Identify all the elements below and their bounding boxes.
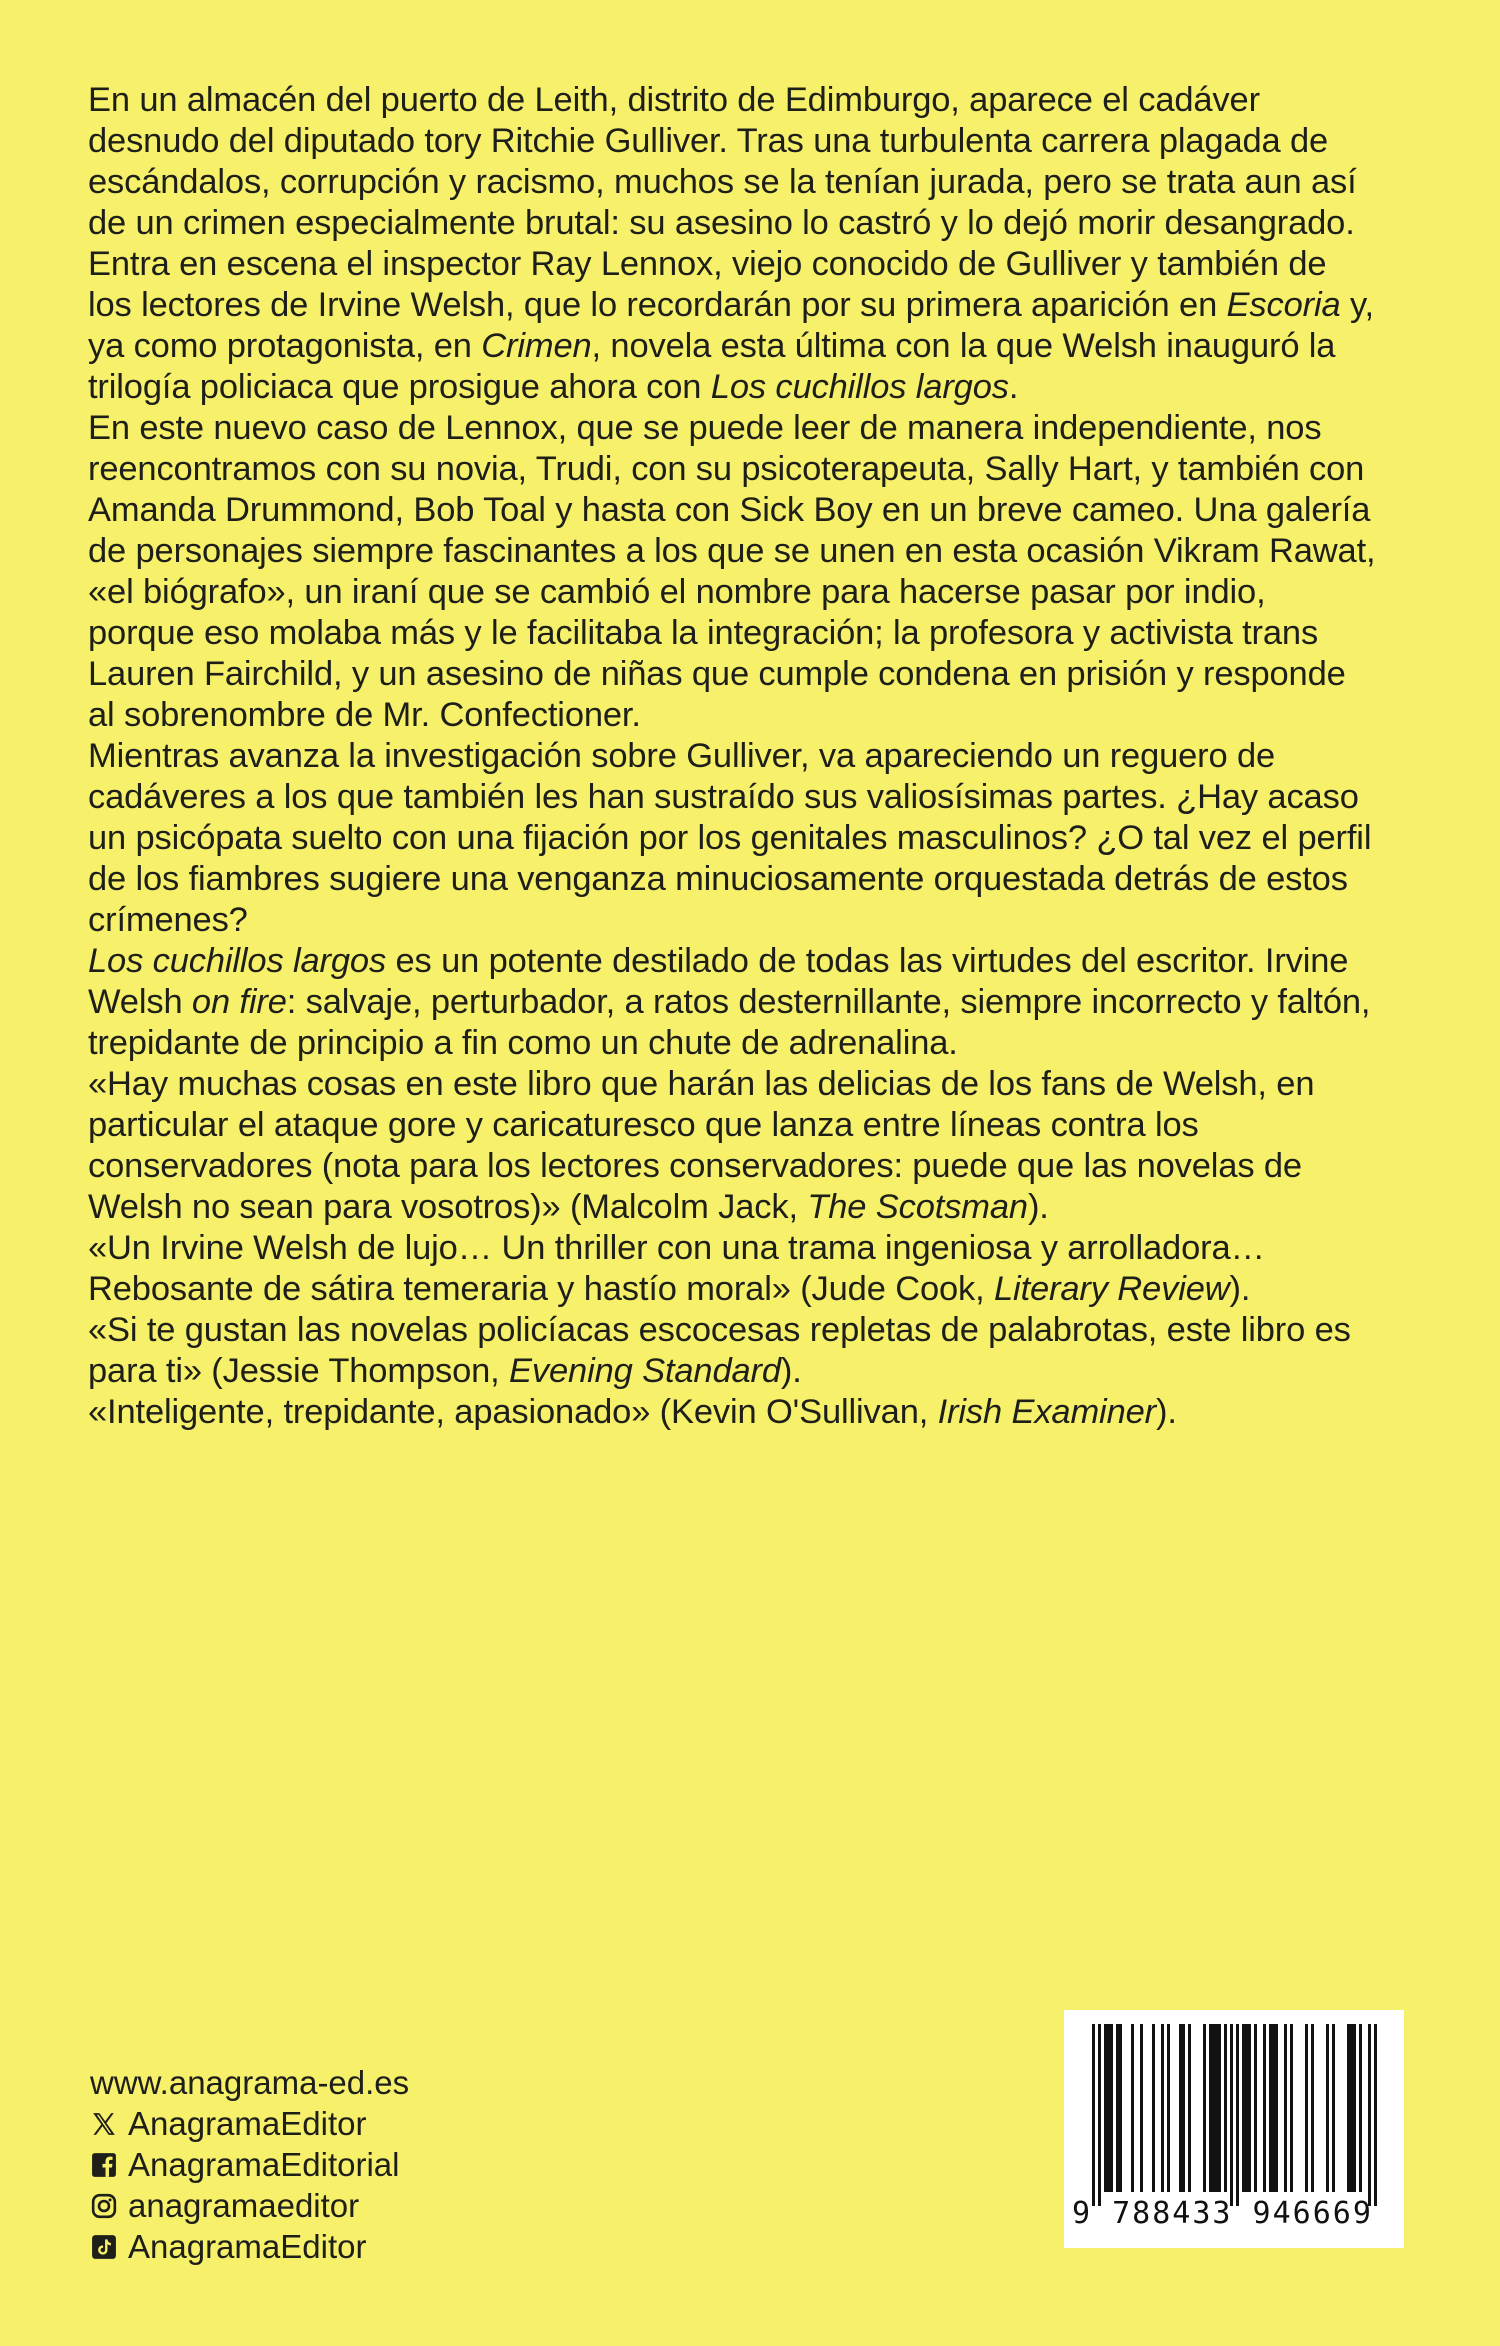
- barcode-bar: [1116, 2024, 1119, 2192]
- blurb-paragraph-2: [88, 244, 1378, 408]
- barcode-bar: [1284, 2024, 1287, 2192]
- barcode-bar: [1182, 2024, 1185, 2192]
- barcode-bar: [1311, 2024, 1314, 2192]
- barcode-bar: [1131, 2024, 1134, 2192]
- text-run: ).: [1229, 1270, 1251, 1308]
- barcode-bar: [1263, 2024, 1266, 2192]
- review-quote-2: [88, 1228, 1378, 1310]
- x-row: [90, 2103, 409, 2144]
- x-handle[interactable]: AnagramaEditor: [128, 2105, 367, 2142]
- barcode-bar: [1110, 2024, 1113, 2192]
- barcode-bar: [1269, 2024, 1272, 2192]
- barcode-bar: [1203, 2024, 1206, 2192]
- barcode-bar: [1161, 2024, 1164, 2192]
- text-run: y, ya como protagonista, en: [88, 286, 1374, 365]
- barcode-bar: [1353, 2024, 1356, 2192]
- source-evening-standard: Evening Standard: [509, 1352, 781, 1390]
- barcode-bar: [1248, 2024, 1251, 2192]
- publisher-social-links: [90, 2062, 409, 2267]
- text-run: Entra en escena el inspector Ray Lennox, viejo conocido de Gulliver y también de los lectores de Irvine Welsh, que lo recordarán por su primera aparición en: [88, 245, 1327, 324]
- source-the-scotsman: The Scotsman: [807, 1188, 1028, 1226]
- barcode-bar: [1254, 2024, 1257, 2192]
- instagram-handle[interactable]: anagramaeditor: [128, 2187, 360, 2224]
- barcode-bar: [1179, 2024, 1182, 2192]
- barcode-bar: [1347, 2024, 1350, 2192]
- barcode-bar: [1104, 2024, 1107, 2192]
- title-los-cuchillos-largos: Los cuchillos largos: [88, 942, 387, 980]
- facebook-row: [90, 2144, 409, 2185]
- barcode-bar: [1230, 2024, 1233, 2206]
- back-cover-blurb: [88, 80, 1378, 1433]
- title-los-cuchillos-largos: Los cuchillos largos: [710, 368, 1009, 406]
- barcode-bar: [1140, 2024, 1143, 2192]
- barcode-bar: [1272, 2024, 1275, 2192]
- phrase-on-fire: on fire: [191, 983, 287, 1021]
- review-quote-3: [88, 1310, 1378, 1392]
- title-crimen: Crimen: [481, 327, 592, 365]
- barcode-bar: [1359, 2024, 1362, 2192]
- barcode-bar: [1152, 2024, 1155, 2192]
- barcode-bar: [1215, 2024, 1218, 2192]
- barcode-bar: [1224, 2024, 1227, 2192]
- source-irish-examiner: Irish Examiner: [937, 1393, 1156, 1431]
- quote-text: «Si te gustan las novelas policíacas escocesas repletas de palabrotas, este libro es para ti» (Jessie Thompson,: [88, 1311, 1351, 1390]
- text-run: ).: [1156, 1393, 1177, 1431]
- blurb-paragraph-4: Mientras avanza la investigación sobre Gulliver, va apareciendo un reguero de cadáveres a los que también les han sustraído sus valiosísimas partes. ¿Hay acaso un psicópata suelto con una fijación por los genitales masculinos? ¿O tal vez el perfil de los fiambres sugiere una venganza minuciosamente orquestada detrás de estos crímenes?: [88, 737, 1372, 939]
- text-run: , novela esta última con la que Welsh inauguró la trilogía policiaca que prosigue ahora con: [88, 327, 1336, 406]
- barcode-bar: [1242, 2024, 1245, 2192]
- review-quote-4: [88, 1392, 1378, 1433]
- tiktok-icon: [90, 2233, 118, 2261]
- x-logo-icon: [90, 2110, 118, 2138]
- barcode-bar: [1290, 2024, 1293, 2192]
- text-run: es un potente destilado de todas las virtudes del escritor. Irvine Welsh: [88, 942, 1349, 1021]
- isbn-number: 9 788433 946669: [1072, 2196, 1373, 2231]
- barcode-bar: [1275, 2024, 1278, 2192]
- text-run: : salvaje, perturbador, a ratos desternillante, siempre incorrecto y faltón, trepidante de principio a fin como un chute de adrenalina.: [88, 983, 1371, 1062]
- quote-text: «Inteligente, trepidante, apasionado» (Kevin O'Sullivan,: [88, 1393, 938, 1431]
- barcode-bar: [1188, 2024, 1191, 2192]
- barcode-bar: [1218, 2024, 1221, 2192]
- barcode-bar: [1374, 2024, 1377, 2206]
- review-quote-1: [88, 1064, 1378, 1228]
- barcode-bar: [1368, 2024, 1371, 2206]
- barcode-bar: [1332, 2024, 1335, 2192]
- barcode-bar: [1119, 2024, 1122, 2192]
- barcode-bar: [1107, 2024, 1110, 2192]
- facebook-handle[interactable]: AnagramaEditorial: [128, 2146, 400, 2183]
- tiktok-handle[interactable]: AnagramaEditor: [128, 2228, 367, 2265]
- text-run: .: [1008, 368, 1019, 406]
- barcode-bar: [1350, 2024, 1353, 2192]
- blurb-paragraph-3: En este nuevo caso de Lennox, que se puede leer de manera independiente, nos reencontramos con su novia, Trudi, con su psicoterapeuta, Sally Hart, y también con Amanda Drummond, Bob Toal y hasta con Sick Boy en un breve cameo. Una galería de personajes siempre fascinantes a los que se unen en esta ocasión Vikram Rawat, «el biógrafo», un iraní que se cambió el nombre para hacerse pasar por indio, porque eso molaba más y le facilitaba la integración; la profesora y activista trans Lauren Fairchild, y un asesino de niñas que cumple condena en prisión y responde al sobrenombre de Mr. Confectioner.: [88, 409, 1376, 734]
- barcode-bar: [1092, 2024, 1095, 2206]
- source-literary-review: Literary Review: [994, 1270, 1230, 1308]
- barcode-bar: [1209, 2024, 1212, 2192]
- blurb-paragraph-1: En un almacén del puerto de Leith, distrito de Edimburgo, aparece el cadáver desnudo del diputado tory Ritchie Gulliver. Tras una turbulenta carrera plagada de escándalos, corrupción y racismo, muchos se la tenían jurada, pero se trata aun así de un crimen especialmente brutal: su asesino lo castró y lo dejó morir desangrado.: [88, 81, 1357, 242]
- website-link[interactable]: www.anagrama-ed.es: [90, 2064, 410, 2101]
- barcode-bar: [1245, 2024, 1248, 2192]
- barcode-bar: [1236, 2024, 1239, 2206]
- quote-text: «Un Irvine Welsh de lujo… Un thriller con una trama ingeniosa y arrolladora… Rebosante de sátira temeraria y hastío moral» (Jude Cook,: [88, 1229, 1265, 1308]
- barcode-bar: [1098, 2024, 1101, 2206]
- facebook-icon: [90, 2151, 118, 2179]
- instagram-icon: [90, 2192, 118, 2220]
- barcode-bar: [1305, 2024, 1308, 2192]
- title-escoria: Escoria: [1226, 286, 1341, 324]
- blurb-paragraph-5: [88, 941, 1378, 1064]
- barcode-bar: [1326, 2024, 1329, 2192]
- barcode-bar: [1212, 2024, 1215, 2192]
- text-run: ).: [1027, 1188, 1049, 1226]
- quote-text: «Hay muchas cosas en este libro que harán las delicias de los fans de Welsh, en particular el ataque gore y caricaturesco que lanza entre líneas contra los conservadores (nota para los lectores conservadores: puede que las novelas de Welsh no sean para vosotros)» (Malcolm Jack,: [88, 1065, 1315, 1226]
- isbn-barcode: [1064, 2010, 1404, 2248]
- tiktok-row: [90, 2226, 409, 2267]
- barcode-bar: [1167, 2024, 1170, 2192]
- text-run: ).: [780, 1352, 802, 1390]
- website-row: [90, 2062, 409, 2103]
- instagram-row: [90, 2185, 409, 2226]
